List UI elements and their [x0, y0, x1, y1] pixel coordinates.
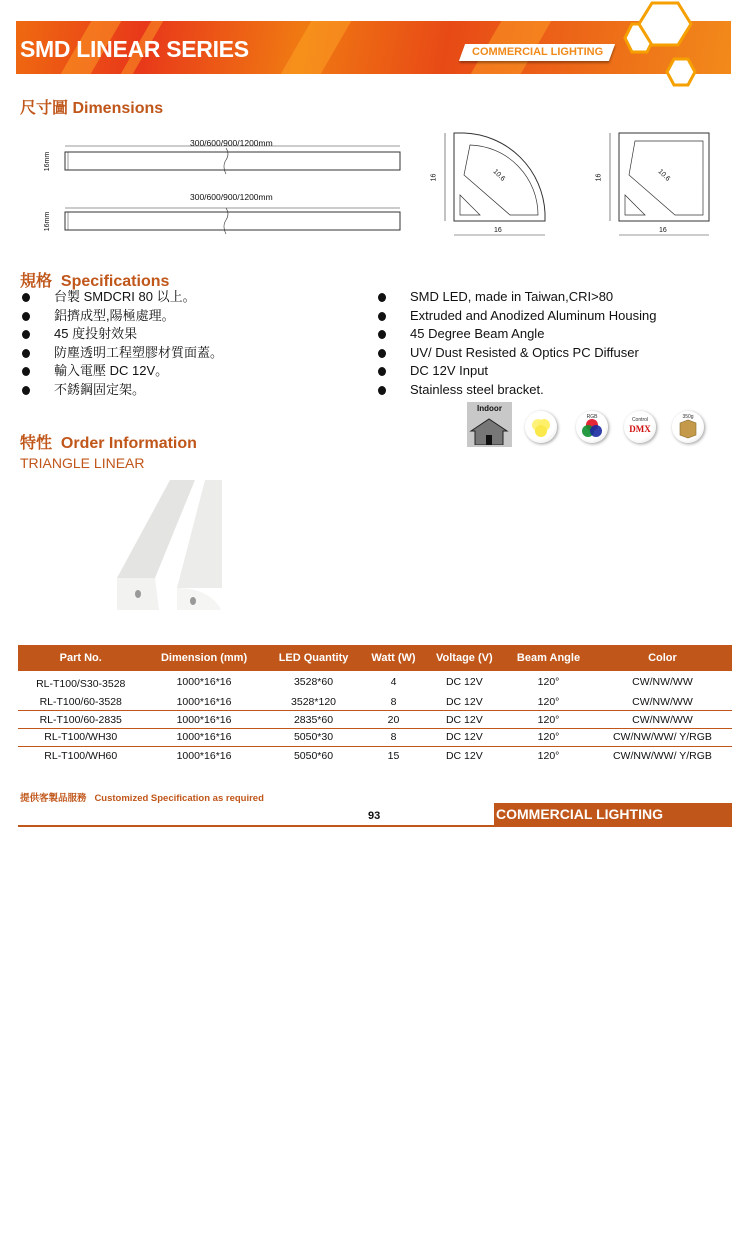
bullet-icon: [378, 349, 386, 358]
bullet-icon: [22, 386, 30, 395]
series-title: SMD LINEAR SERIES: [20, 36, 249, 62]
length-label-bottom: 300/600/900/1200mm: [190, 192, 273, 202]
custom-spec-note: 提供客製品服務 Customized Specification as required: [20, 793, 264, 804]
hexagon-decoration: [612, 0, 702, 90]
spec-list-cn: [22, 288, 223, 400]
spec-item: 45 Degree Beam Angle: [378, 325, 656, 344]
spec-item: 45 度投射效果: [22, 325, 223, 344]
warm-white-icon: [525, 411, 557, 443]
profile2-width: 16: [659, 227, 667, 234]
order-heading-cn: 特性: [20, 435, 53, 452]
dimensions-heading: 尺寸圖 Dimensions: [20, 100, 164, 117]
bullet-icon: [378, 293, 386, 302]
footer-brand: COMMERCIAL LIGHTING: [494, 803, 732, 825]
bullet-icon: [378, 312, 386, 321]
height-label-bottom: 16mm: [44, 211, 52, 232]
dmx-control-icon: Control DMX: [624, 411, 656, 443]
footer-divider: [18, 825, 732, 827]
indoor-icon: Indoor: [467, 402, 512, 447]
spec-item: SMD LED, made in Taiwan,CRI>80: [378, 288, 656, 307]
spec-item: 不銹鋼固定架。: [22, 381, 223, 400]
profile2-diagonal: 10.6: [656, 168, 672, 183]
bullet-icon: [22, 349, 30, 358]
order-table: [18, 645, 732, 764]
category-tag-text: COMMERCIAL LIGHTING: [472, 46, 604, 58]
table-row: RL-T100/S30-3528 1000*16*16 3528*60 4 DC 12V 120° CW/NW/WW: [36, 676, 693, 690]
product-photo: [115, 478, 225, 614]
bar-top: [65, 146, 400, 174]
product-subtitle: TRIANGLE LINEAR: [20, 455, 145, 471]
spec-item: Stainless steel bracket.: [378, 381, 656, 400]
bullet-icon: [22, 312, 30, 321]
bar-bottom: [65, 208, 400, 234]
profile2-height: 16: [595, 173, 603, 182]
table-header-row: Part No. Dimension (mm) LED Quantity Watt (W) Voltage (V) Beam Angle Color: [18, 645, 732, 671]
specs-heading-cn: 規格: [20, 273, 53, 290]
table-row: RL-T100/WH30 1000*16*16 5050*30 8 DC 12V 120° CW/NW/WW/ Y/RGB: [18, 729, 732, 747]
spec-item: 台製 SMDCRI 80 以上。: [22, 288, 223, 307]
height-label-top: 16mm: [44, 151, 52, 172]
page-number: 93: [368, 810, 381, 822]
rgb-icon: RGB: [576, 411, 608, 443]
spec-item: 防塵透明工程塑膠材質面蓋。: [22, 344, 223, 363]
profile1-height: 16: [430, 173, 438, 182]
bullet-icon: [378, 367, 386, 376]
specs-heading-en: Specifications: [60, 273, 170, 290]
bullet-icon: [378, 330, 386, 339]
table-row: RL-T100/60-2835 1000*16*16 2835*60 20 DC 12V 120° CW/NW/WW: [18, 711, 732, 729]
bullet-icon: [22, 330, 30, 339]
spec-item: 鋁擠成型,陽極處理。: [22, 307, 223, 326]
bullet-icon: [378, 386, 386, 395]
bullet-icon: [22, 367, 30, 376]
spec-item: Extruded and Anodized Aluminum Housing: [378, 307, 656, 326]
order-heading-en: Order Information: [60, 435, 197, 452]
spec-list-en: [378, 288, 656, 400]
profile1-diagonal: 10.6: [491, 168, 507, 183]
weight-icon: 350g: [672, 411, 704, 443]
order-info-heading: [20, 430, 197, 453]
spec-item: DC 12V Input: [378, 362, 656, 381]
spec-item: 輸入電壓 DC 12V。: [22, 362, 223, 381]
length-label-top: 300/600/900/1200mm: [190, 138, 273, 148]
spec-item: UV/ Dust Resisted & Optics PC Diffuser: [378, 344, 656, 363]
table-row: RL-T100/60-3528 1000*16*16 3528*120 8 DC 12V 120° CW/NW/WW: [39, 695, 693, 708]
profile1-width: 16: [494, 227, 502, 234]
table-row: RL-T100/WH60 1000*16*16 5050*60 15 DC 12V 120° CW/NW/WW/ Y/RGB: [18, 746, 732, 764]
bullet-icon: [22, 293, 30, 302]
